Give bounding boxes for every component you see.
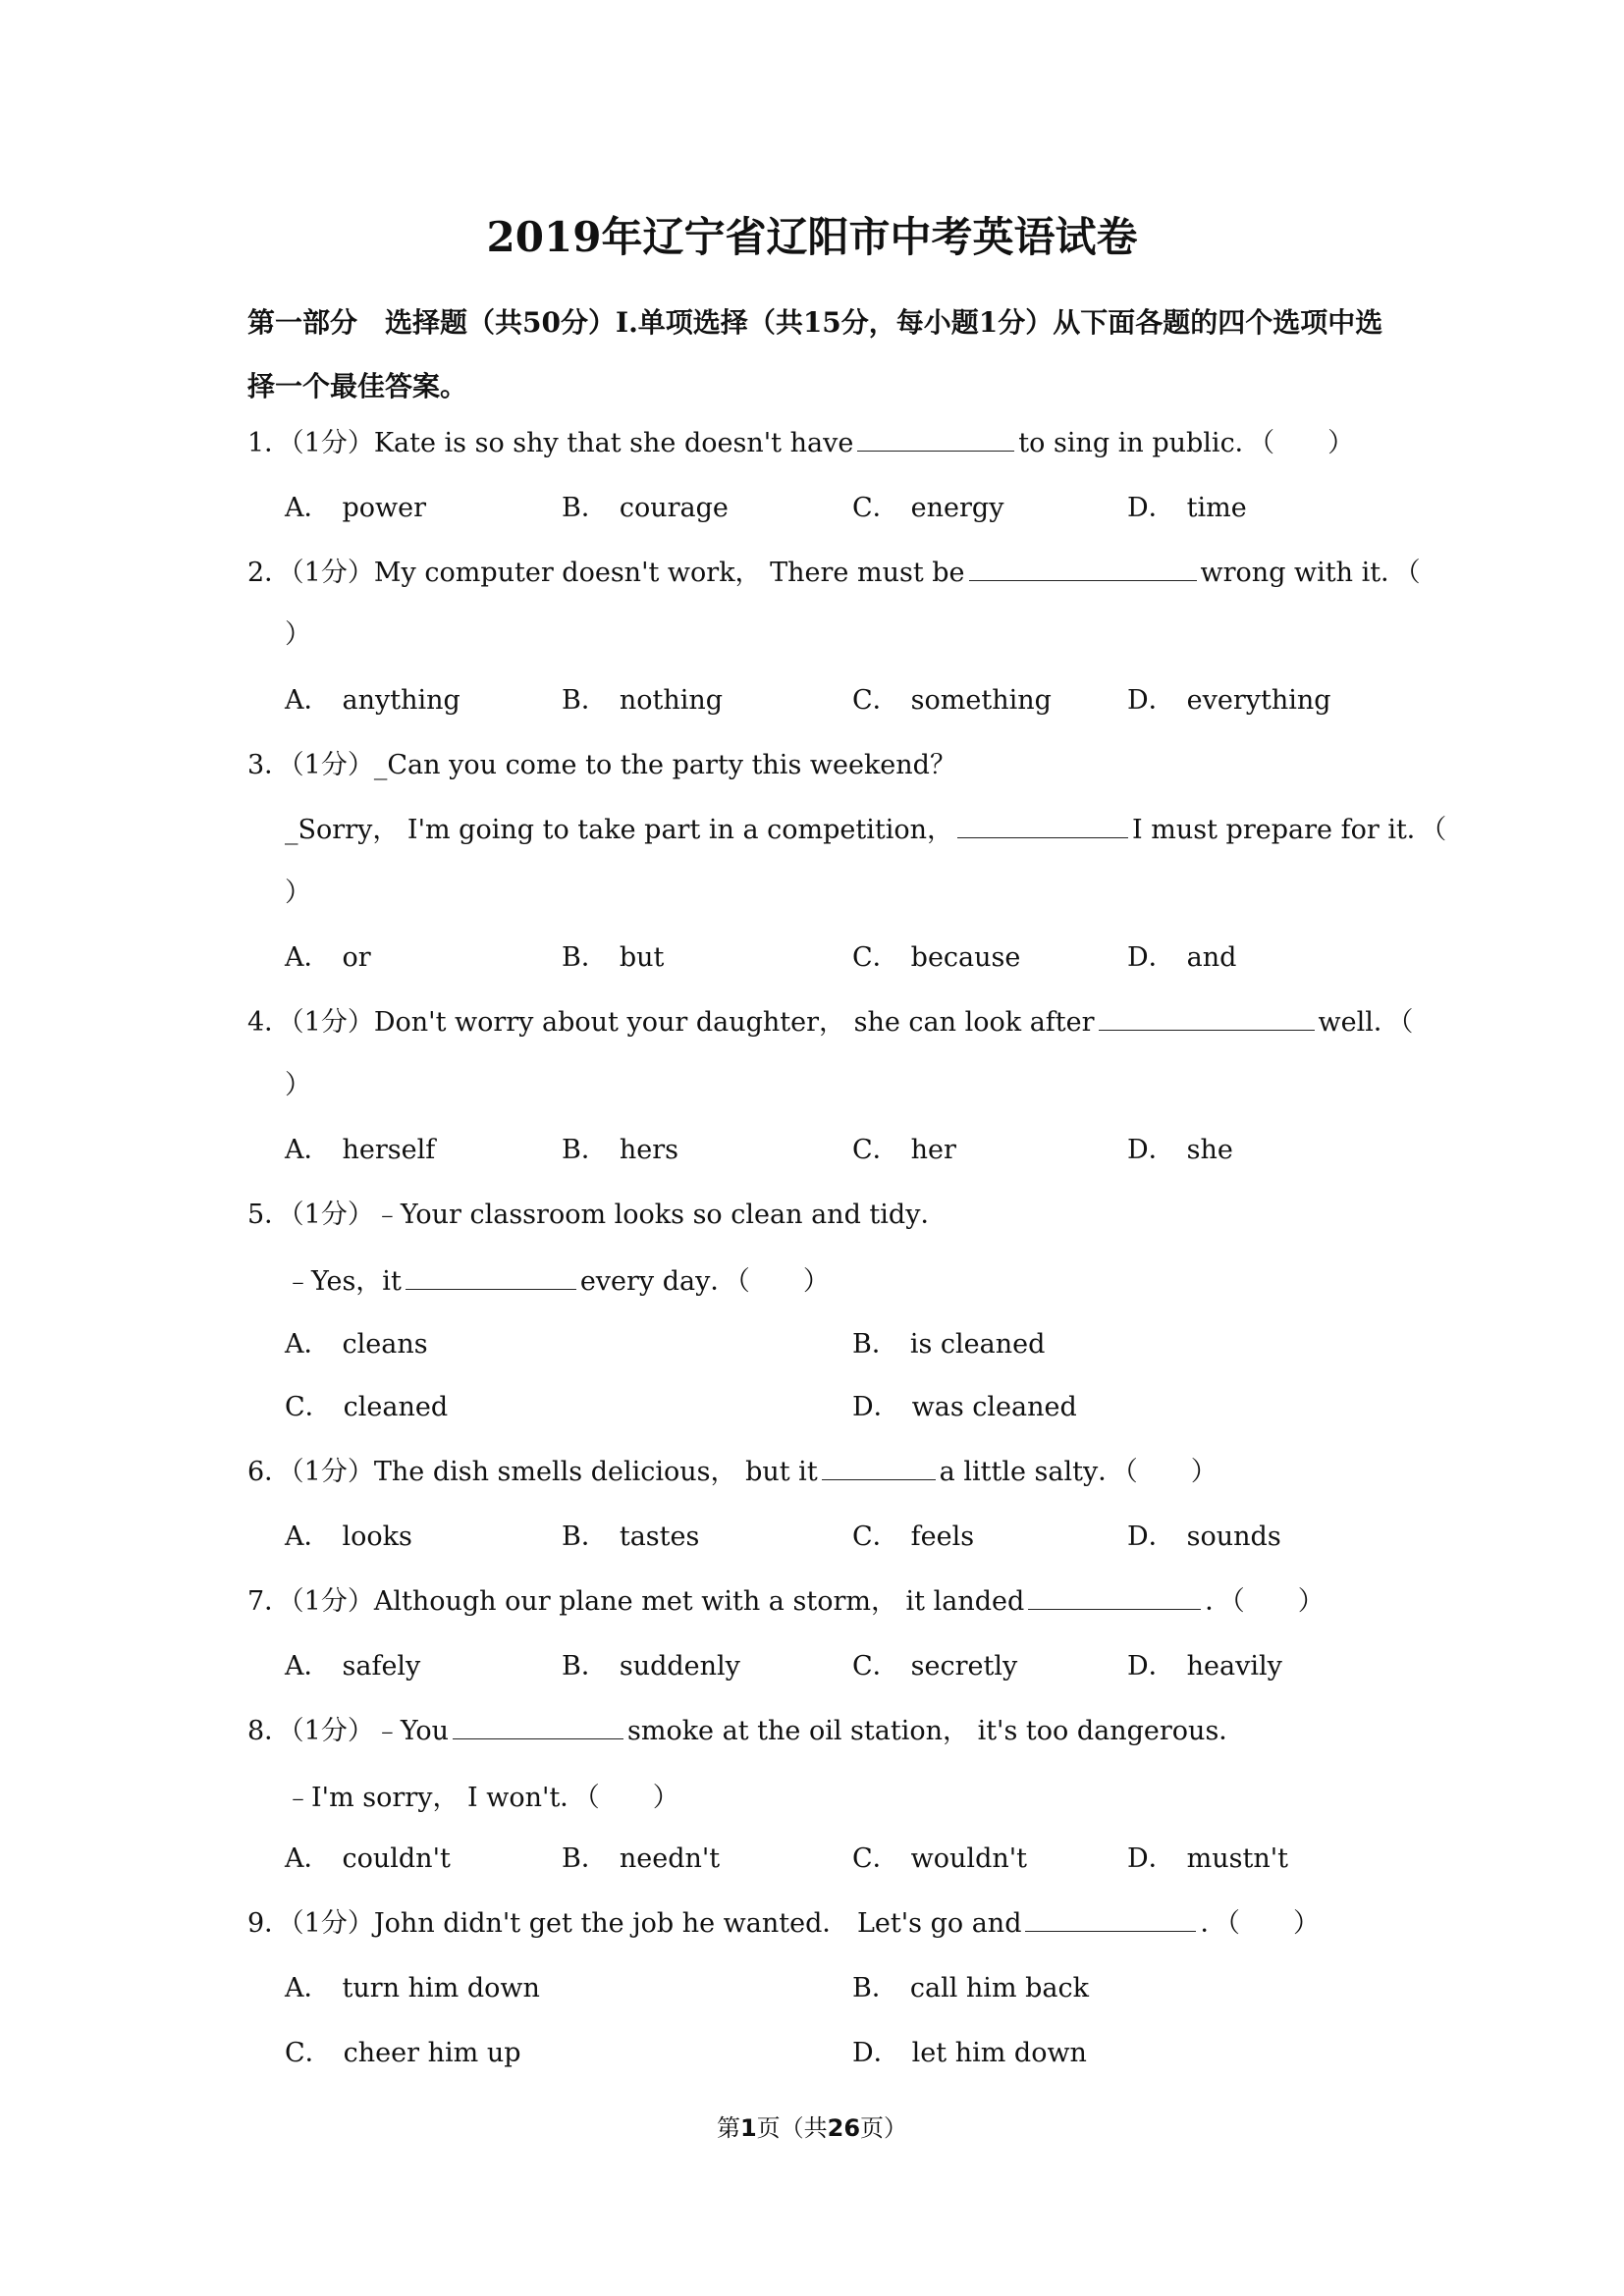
- question-5-reply: ﹣Yes，it every day．（ ）: [285, 1262, 830, 1302]
- q4-option-c: C． her: [852, 1135, 956, 1165]
- q6-option-c: C． feels: [852, 1522, 975, 1552]
- q6-option-d: D． sounds: [1127, 1522, 1281, 1552]
- q9-option-c: C． cheer him up: [285, 2038, 521, 2068]
- q1-option-c: C． energy: [852, 493, 1004, 523]
- q5-option-a: A． cleans: [285, 1329, 428, 1360]
- q9-option-a: A． turn him down: [285, 1973, 540, 2003]
- answer-blank: [822, 1454, 936, 1480]
- q9-option-d: D． let him down: [852, 2038, 1087, 2068]
- answer-blank: [406, 1263, 576, 1290]
- question-9-stem: 9．（1分）John didn't get the job he wanted． Let's go and ．（ ）: [247, 1904, 1320, 1944]
- q3-option-c: C． because: [852, 942, 1021, 973]
- question-4-cont: ）: [285, 1070, 311, 1100]
- answer-blank: [453, 1713, 623, 1739]
- q5-option-c: C． cleaned: [285, 1392, 449, 1422]
- q4-option-a: A． herself: [285, 1135, 436, 1165]
- answer-blank: [969, 555, 1197, 581]
- answer-blank: [1099, 1004, 1315, 1031]
- q7-option-c: C． secretly: [852, 1651, 1018, 1682]
- document-title: 2019年辽宁省辽阳市中考英语试卷: [486, 213, 1138, 261]
- question-3-stem: 3．（1分）_Can you come to the party this weekend？: [247, 750, 956, 780]
- answer-blank: [1025, 1905, 1196, 1932]
- q3-option-a: A． or: [285, 942, 371, 973]
- total-pages: 26: [827, 2114, 861, 2142]
- q3-option-d: D． and: [1127, 942, 1237, 973]
- q8-option-c: C． wouldn't: [852, 1843, 1028, 1874]
- question-2-stem: 2．（1分）My computer doesn't work， There must be wrong with it．（: [247, 554, 1421, 593]
- q1-option-b: B． courage: [562, 493, 729, 523]
- q6-option-b: B． tastes: [562, 1522, 700, 1552]
- question-4-stem: 4．（1分）Don't worry about your daughter， she can look after well．（: [247, 1003, 1413, 1042]
- section-heading: 第一部分 选择题（共50分）I.单项选择（共15分，每小题1分）从下面各题的四个选项中选择一个最佳答案。: [247, 306, 1383, 402]
- q5-option-d: D． was cleaned: [852, 1392, 1077, 1422]
- q8-option-a: A． couldn't: [285, 1843, 451, 1874]
- question-7-stem: 7．（1分）Although our plane met with a storm， it landed ．（ ）: [247, 1582, 1325, 1622]
- q7-option-b: B． suddenly: [562, 1651, 740, 1682]
- q6-option-a: A． looks: [285, 1522, 412, 1552]
- q2-option-a: A． anything: [285, 685, 460, 716]
- q7-option-d: D． heavily: [1127, 1651, 1282, 1682]
- question-8-stem: 8．（1分）﹣You smoke at the oil station， it's too dangerous．: [247, 1712, 1245, 1751]
- question-3-reply: _Sorry， I'm going to take part in a competition， I must prepare for it．（: [285, 811, 1446, 850]
- q2-option-b: B． nothing: [562, 685, 724, 716]
- q4-option-d: D． she: [1127, 1135, 1233, 1165]
- question-8-reply: ﹣I'm sorry， I won't．（ ）: [285, 1783, 679, 1813]
- current-page-number: 1: [739, 2114, 757, 2142]
- q7-option-a: A． safely: [285, 1651, 421, 1682]
- question-2-cont: ）: [285, 619, 311, 650]
- q5-option-b: B． is cleaned: [852, 1329, 1046, 1360]
- answer-blank: [957, 812, 1128, 838]
- q2-option-c: C． something: [852, 685, 1052, 716]
- q8-option-d: D． mustn't: [1127, 1843, 1289, 1874]
- q9-option-b: B． call him back: [852, 1973, 1089, 2003]
- answer-blank: [1028, 1583, 1201, 1610]
- q1-option-d: D． time: [1127, 493, 1247, 523]
- question-5-stem: 5．（1分）﹣Your classroom looks so clean and tidy．: [247, 1200, 947, 1230]
- answer-blank: [857, 425, 1014, 452]
- question-1-stem: 1．（1分）Kate is so shy that she doesn't have to sing in public．（ ）: [247, 424, 1354, 463]
- q8-option-b: B． needn't: [562, 1843, 721, 1874]
- question-3-cont: ）: [285, 878, 311, 908]
- question-6-stem: 6．（1分）The dish smells delicious， but it a little salty．（ ）: [247, 1453, 1218, 1492]
- q3-option-b: B． but: [562, 942, 665, 973]
- page-footer: 第1页（共26页）: [716, 2114, 908, 2142]
- q1-option-a: A． power: [285, 493, 427, 523]
- q4-option-b: B． hers: [562, 1135, 678, 1165]
- q2-option-d: D． everything: [1127, 685, 1331, 716]
